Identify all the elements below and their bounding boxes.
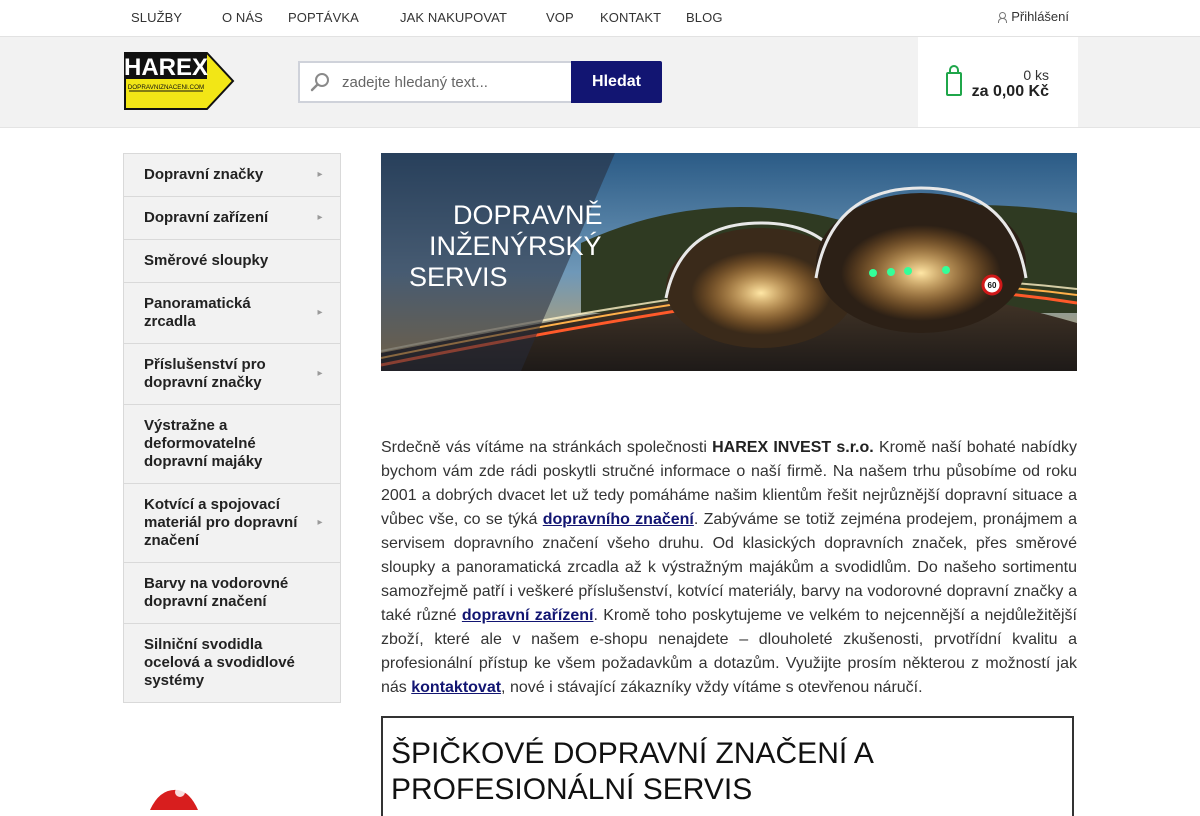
user-icon: [998, 12, 1005, 22]
logo-text: HAREX: [123, 54, 209, 81]
company-name: HAREX INVEST s.r.o.: [712, 439, 874, 456]
link-dopravni-znaceni[interactable]: dopravního značení: [542, 511, 694, 528]
category-svodidla[interactable]: [124, 624, 340, 702]
category-label: Silniční svodidla ocelová a svodidlové systémy: [144, 636, 295, 689]
category-label: Směrové sloupky: [144, 252, 269, 269]
banner-line-1: DOPRAVNĚ: [453, 200, 603, 230]
intro-paragraph: [381, 436, 1077, 700]
nav-item-jak-nakupovat[interactable]: JAK NAKUPOVAT: [400, 10, 508, 25]
category-label: Příslušenství pro dopravní značky: [144, 356, 266, 391]
category-label: Panoramatická zrcadla: [144, 295, 251, 330]
magnifier-icon: [310, 72, 330, 92]
category-label: Kotvící a spojovací materiál pro dopravní značení: [144, 496, 298, 549]
link-kontaktovat[interactable]: kontaktovat: [411, 679, 502, 696]
nav-item-vop[interactable]: VOP: [546, 10, 574, 25]
nav-item-kontakt[interactable]: KONTAKT: [600, 10, 662, 25]
chevron-right-icon: ▸: [317, 169, 323, 180]
harex-logo[interactable]: [123, 51, 235, 111]
search-bar: [298, 61, 664, 103]
cart-total: za 0,00 Kč: [971, 83, 1049, 100]
link-dopravni-zarizeni[interactable]: dopravní zařízení: [461, 607, 594, 624]
top-navigation: [0, 0, 1200, 37]
intro-text-5: , nové i stávající zákazníky vždy vítáme s otevřenou náručí.: [501, 679, 923, 696]
category-kotvici-material[interactable]: [124, 484, 340, 563]
banner-line-2: INŽENÝRSKÝ: [429, 231, 602, 261]
category-dopravni-znacky[interactable]: [124, 154, 340, 197]
speed-sign-value: 60: [987, 281, 997, 290]
chevron-right-icon: ▸: [317, 368, 323, 379]
promo-heading-line-2: PROFESIONÁLNÍ SERVIS: [391, 773, 753, 806]
promo-box: [381, 716, 1074, 816]
nav-item-o-nas[interactable]: O NÁS: [222, 10, 263, 25]
logo-graphic: [123, 51, 235, 111]
category-barvy[interactable]: [124, 563, 340, 624]
nav-item-sluzby[interactable]: SLUŽBY: [131, 10, 183, 25]
category-vystrazne-majaky[interactable]: [124, 405, 340, 484]
nav-item-poptavka[interactable]: POPTÁVKA: [288, 10, 359, 25]
login-label: Přihlášení: [1011, 9, 1069, 24]
intro-text-1: Srdečně vás vítáme na stránkách společnosti: [381, 439, 713, 456]
search-field-wrap: [298, 61, 571, 103]
category-label: Barvy na vodorovné dopravní značení: [144, 575, 289, 610]
cart-widget[interactable]: [918, 37, 1078, 127]
search-input[interactable]: [340, 73, 564, 92]
category-label: Výstražne a deformovatelné dopravní majáky: [144, 417, 263, 470]
shopping-bag-icon: [946, 64, 962, 96]
promo-heading: [391, 736, 1072, 808]
search-button[interactable]: Hledat: [571, 61, 662, 103]
hero-banner[interactable]: [381, 153, 1077, 371]
category-label: Dopravní značky: [144, 166, 264, 183]
category-smerove-sloupky[interactable]: [124, 240, 340, 283]
intro-text-2: Kromě naší bohaté nabídky bychom vám zde rádi poskytli stručné informace o naší firmě. Na našem trhu působíme od roku 2001 a dobrých dvacet let už tedy pomáháme našim klientům řešit nejrůznější dopravní situace a vůbec vše, co se týká: [381, 439, 1078, 528]
logo-subtext: DOPRAVNIZNACENI.COM: [127, 84, 205, 91]
chevron-right-icon: ▸: [317, 517, 323, 528]
chevron-right-icon: ▸: [317, 212, 323, 223]
category-sidebar: [123, 153, 341, 703]
chevron-right-icon: ▸: [317, 307, 323, 318]
category-panoramaticka-zrcadla[interactable]: [124, 283, 340, 344]
promo-heading-line-1: ŠPIČKOVÉ DOPRAVNÍ ZNAČENÍ A: [391, 737, 874, 770]
intro-text-4: . Kromě toho poskytujeme ve velkém to nejcennější a nejdůležitější zboží, které ale v našem e-shopu nenajdete – dlouholeté zkušenosti, prvotřídní kvalitu a profesionální přístup ke všem požadavkům a dotazům. Využijte prosím některou z možností jak nás: [381, 607, 1078, 696]
nav-item-blog[interactable]: BLOG: [686, 10, 723, 25]
category-label: Dopravní zařízení: [144, 209, 269, 226]
banner-line-3: SERVIS: [409, 262, 508, 292]
category-dopravni-zarizeni[interactable]: [124, 197, 340, 240]
login-link[interactable]: [998, 9, 1069, 24]
site-header: [0, 37, 1200, 128]
intro-text-3: . Zabýváme se totiž zejména prodejem, pronájmem a servisem dopravního značení všeho druhu. Od klasických dopravních značek, přes směrové sloupky a panoramatická zrcadla až k výstražným majákům a svodidlům. Do našeho sortimentu samozřejmě patří i veškeré příslušenství, kotvící materiály, barvy na vodorovné dopravní značky a také různé: [381, 511, 1078, 624]
santa-hat-decoration: [140, 780, 210, 810]
category-prislusenstvi[interactable]: [124, 344, 340, 405]
cart-quantity: 0 ks: [1023, 67, 1049, 83]
